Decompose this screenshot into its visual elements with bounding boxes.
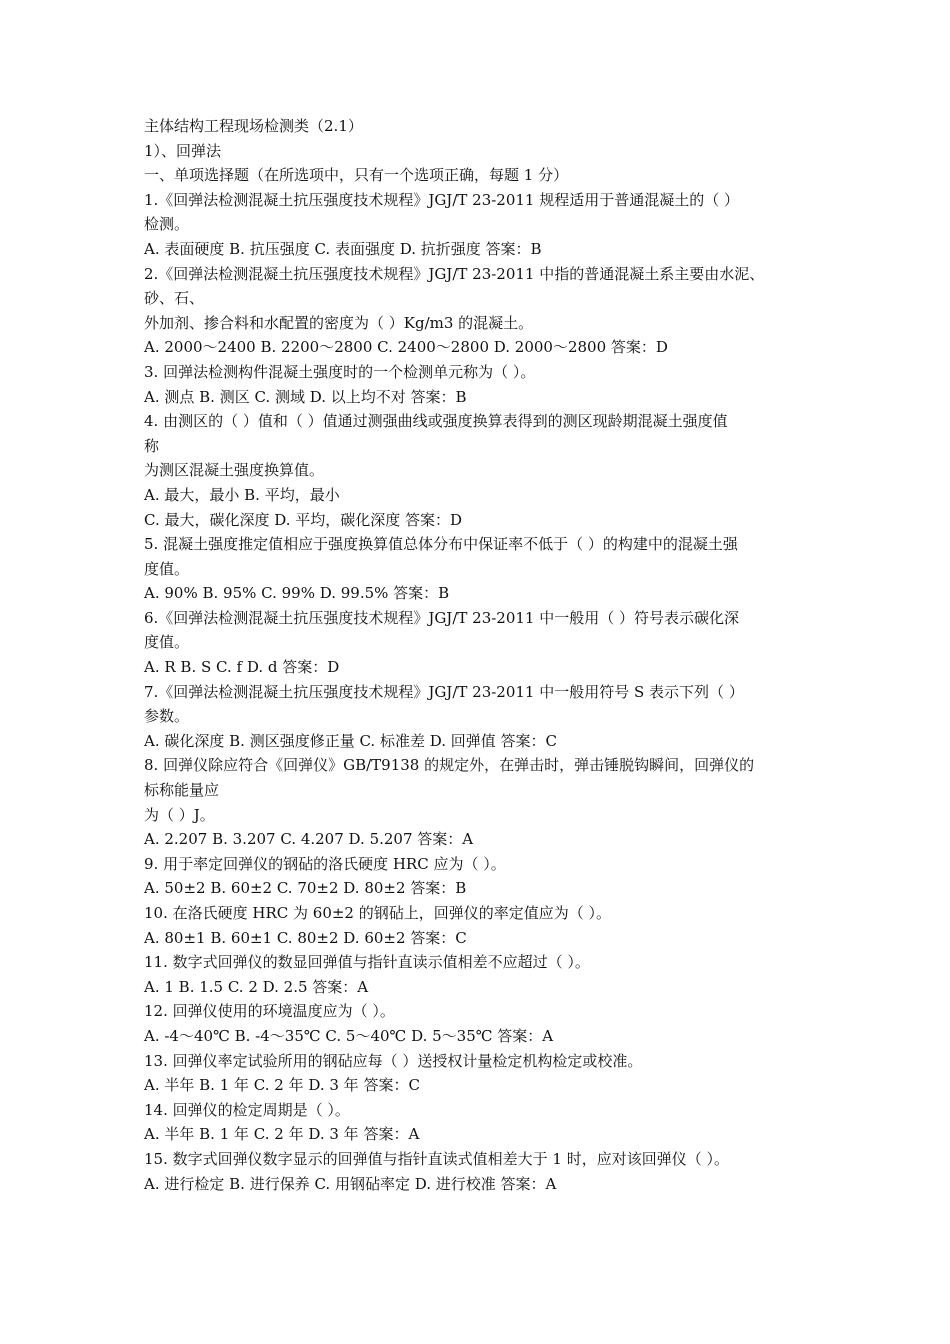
text-line: 砂、石、 [144,289,205,308]
text-line: 为（ ）J。 [144,805,215,824]
text-line: A. 半年 B. 1 年 C. 2 年 D. 3 年 答案：C [144,1076,420,1095]
text-line: A. -4～40℃ B. -4～35℃ C. 5～40℃ D. 5～35℃ 答案：A [144,1026,554,1045]
text-line: A. 进行检定 B. 进行保养 C. 用钢砧率定 D. 进行校准 答案：A [144,1174,557,1193]
text-line: A. 50±2 B. 60±2 C. 70±2 D. 80±2 答案：B [144,879,467,898]
text-line: 外加剂、掺合料和水配置的密度为（ ）Kg/m3 的混凝土。 [144,313,534,332]
text-line: A. 2000～2400 B. 2200～2800 C. 2400～2800 D. 2000～2800 答案：D [144,338,668,357]
text-line: A. 1 B. 1.5 C. 2 D. 2.5 答案：A [144,977,369,996]
text-line: 检测。 [144,215,190,234]
text-line: 一、单项选择题（在所选项中，只有一个选项正确，每题 1 分） [144,166,569,185]
text-line: 7.《回弹法检测混凝土抗压强度技术规程》JGJ/T 23-2011 中一般用符号 S 表示下列（ ） [144,682,744,701]
text-line: 2.《回弹法检测混凝土抗压强度技术规程》JGJ/T 23-2011 中指的普通混凝土系主要由水泥、 [144,264,765,283]
text-line: 8. 回弹仪除应符合《回弹仪》GB/T9138 的规定外，在弹击时，弹击锤脱钩瞬间，回弹仪的 [144,756,755,775]
text-line: A. 碳化深度 B. 测区强度修正量 C. 标准差 D. 回弹值 答案：C [144,731,557,750]
text-line: C. 最大，碳化深度 D. 平均，碳化深度 答案：D [144,510,463,529]
document-body [144,114,824,1196]
text-line: A. 测点 B. 测区 C. 测域 D. 以上均不对 答案：B [144,387,467,406]
text-line: 3. 回弹法检测构件混凝土强度时的一个检测单元称为（ ）。 [144,362,536,381]
text-line: 参数。 [144,707,190,726]
text-line: 10. 在洛氏硬度 HRC 为 60±2 的钢砧上，回弹仪的率定值应为（ ）。 [144,904,612,922]
text-line: 4. 由测区的（ ）值和（ ）值通过测强曲线或强度换算表得到的测区现龄期混凝土强度值 [144,412,728,431]
text-line: 12. 回弹仪使用的环境温度应为（ ）。 [144,1002,395,1021]
text-line: 标称能量应 [144,781,220,800]
text-line: 5. 混凝土强度推定值相应于强度换算值总体分布中保证率不低于（ ）的构建中的混凝土强 [144,535,738,554]
text-line: A. 90% B. 95% C. 99% D. 99.5% 答案：B [144,584,450,603]
text-line: 15. 数字式回弹仪数字显示的回弹值与指针直读式值相差大于 1 时，应对该回弹仪（ ）。 [144,1149,729,1168]
text-line: 1）、回弹法 [144,141,222,160]
text-line: A. 80±1 B. 60±1 C. 80±2 D. 60±2 答案：C [144,928,467,947]
text-line: A. 2.207 B. 3.207 C. 4.207 D. 5.207 答案：A [144,830,474,849]
text-line: 度值。 [144,559,190,578]
text-line: 9. 用于率定回弹仪的钢砧的洛氏硬度 HRC 应为（ ）。 [144,854,506,873]
text-line: 14. 回弹仪的检定周期是（ ）。 [144,1100,350,1119]
text-line: 11. 数字式回弹仪的数显回弹值与指针直读示值相差不应超过（ ）。 [144,953,590,972]
text-line: 称 [144,436,160,455]
text-line: A. 最大，最小 B. 平均，最小 [144,485,340,504]
text-line: A. R B. S C. f D. d 答案：D [144,658,340,677]
text-line: 13. 回弹仪率定试验所用的钢砧应每（ ）送授权计量检定机构检定或校准。 [144,1051,643,1070]
document-title: 主体结构工程现场检测类（2.1） [144,117,363,135]
text-line: A. 表面硬度 B. 抗压强度 C. 表面强度 D. 抗折强度 答案：B [144,239,542,258]
text-line: 为测区混凝土强度换算值。 [144,461,325,480]
text-line: 1.《回弹法检测混凝土抗压强度技术规程》JGJ/T 23-2011 规程适用于普通混凝土的（ ） [144,190,740,209]
text-line: 度值。 [144,633,190,652]
text-line: A. 半年 B. 1 年 C. 2 年 D. 3 年 答案：A [144,1125,420,1144]
text-line: 6.《回弹法检测混凝土抗压强度技术规程》JGJ/T 23-2011 中一般用（ ）符号表示碳化深 [144,608,740,627]
